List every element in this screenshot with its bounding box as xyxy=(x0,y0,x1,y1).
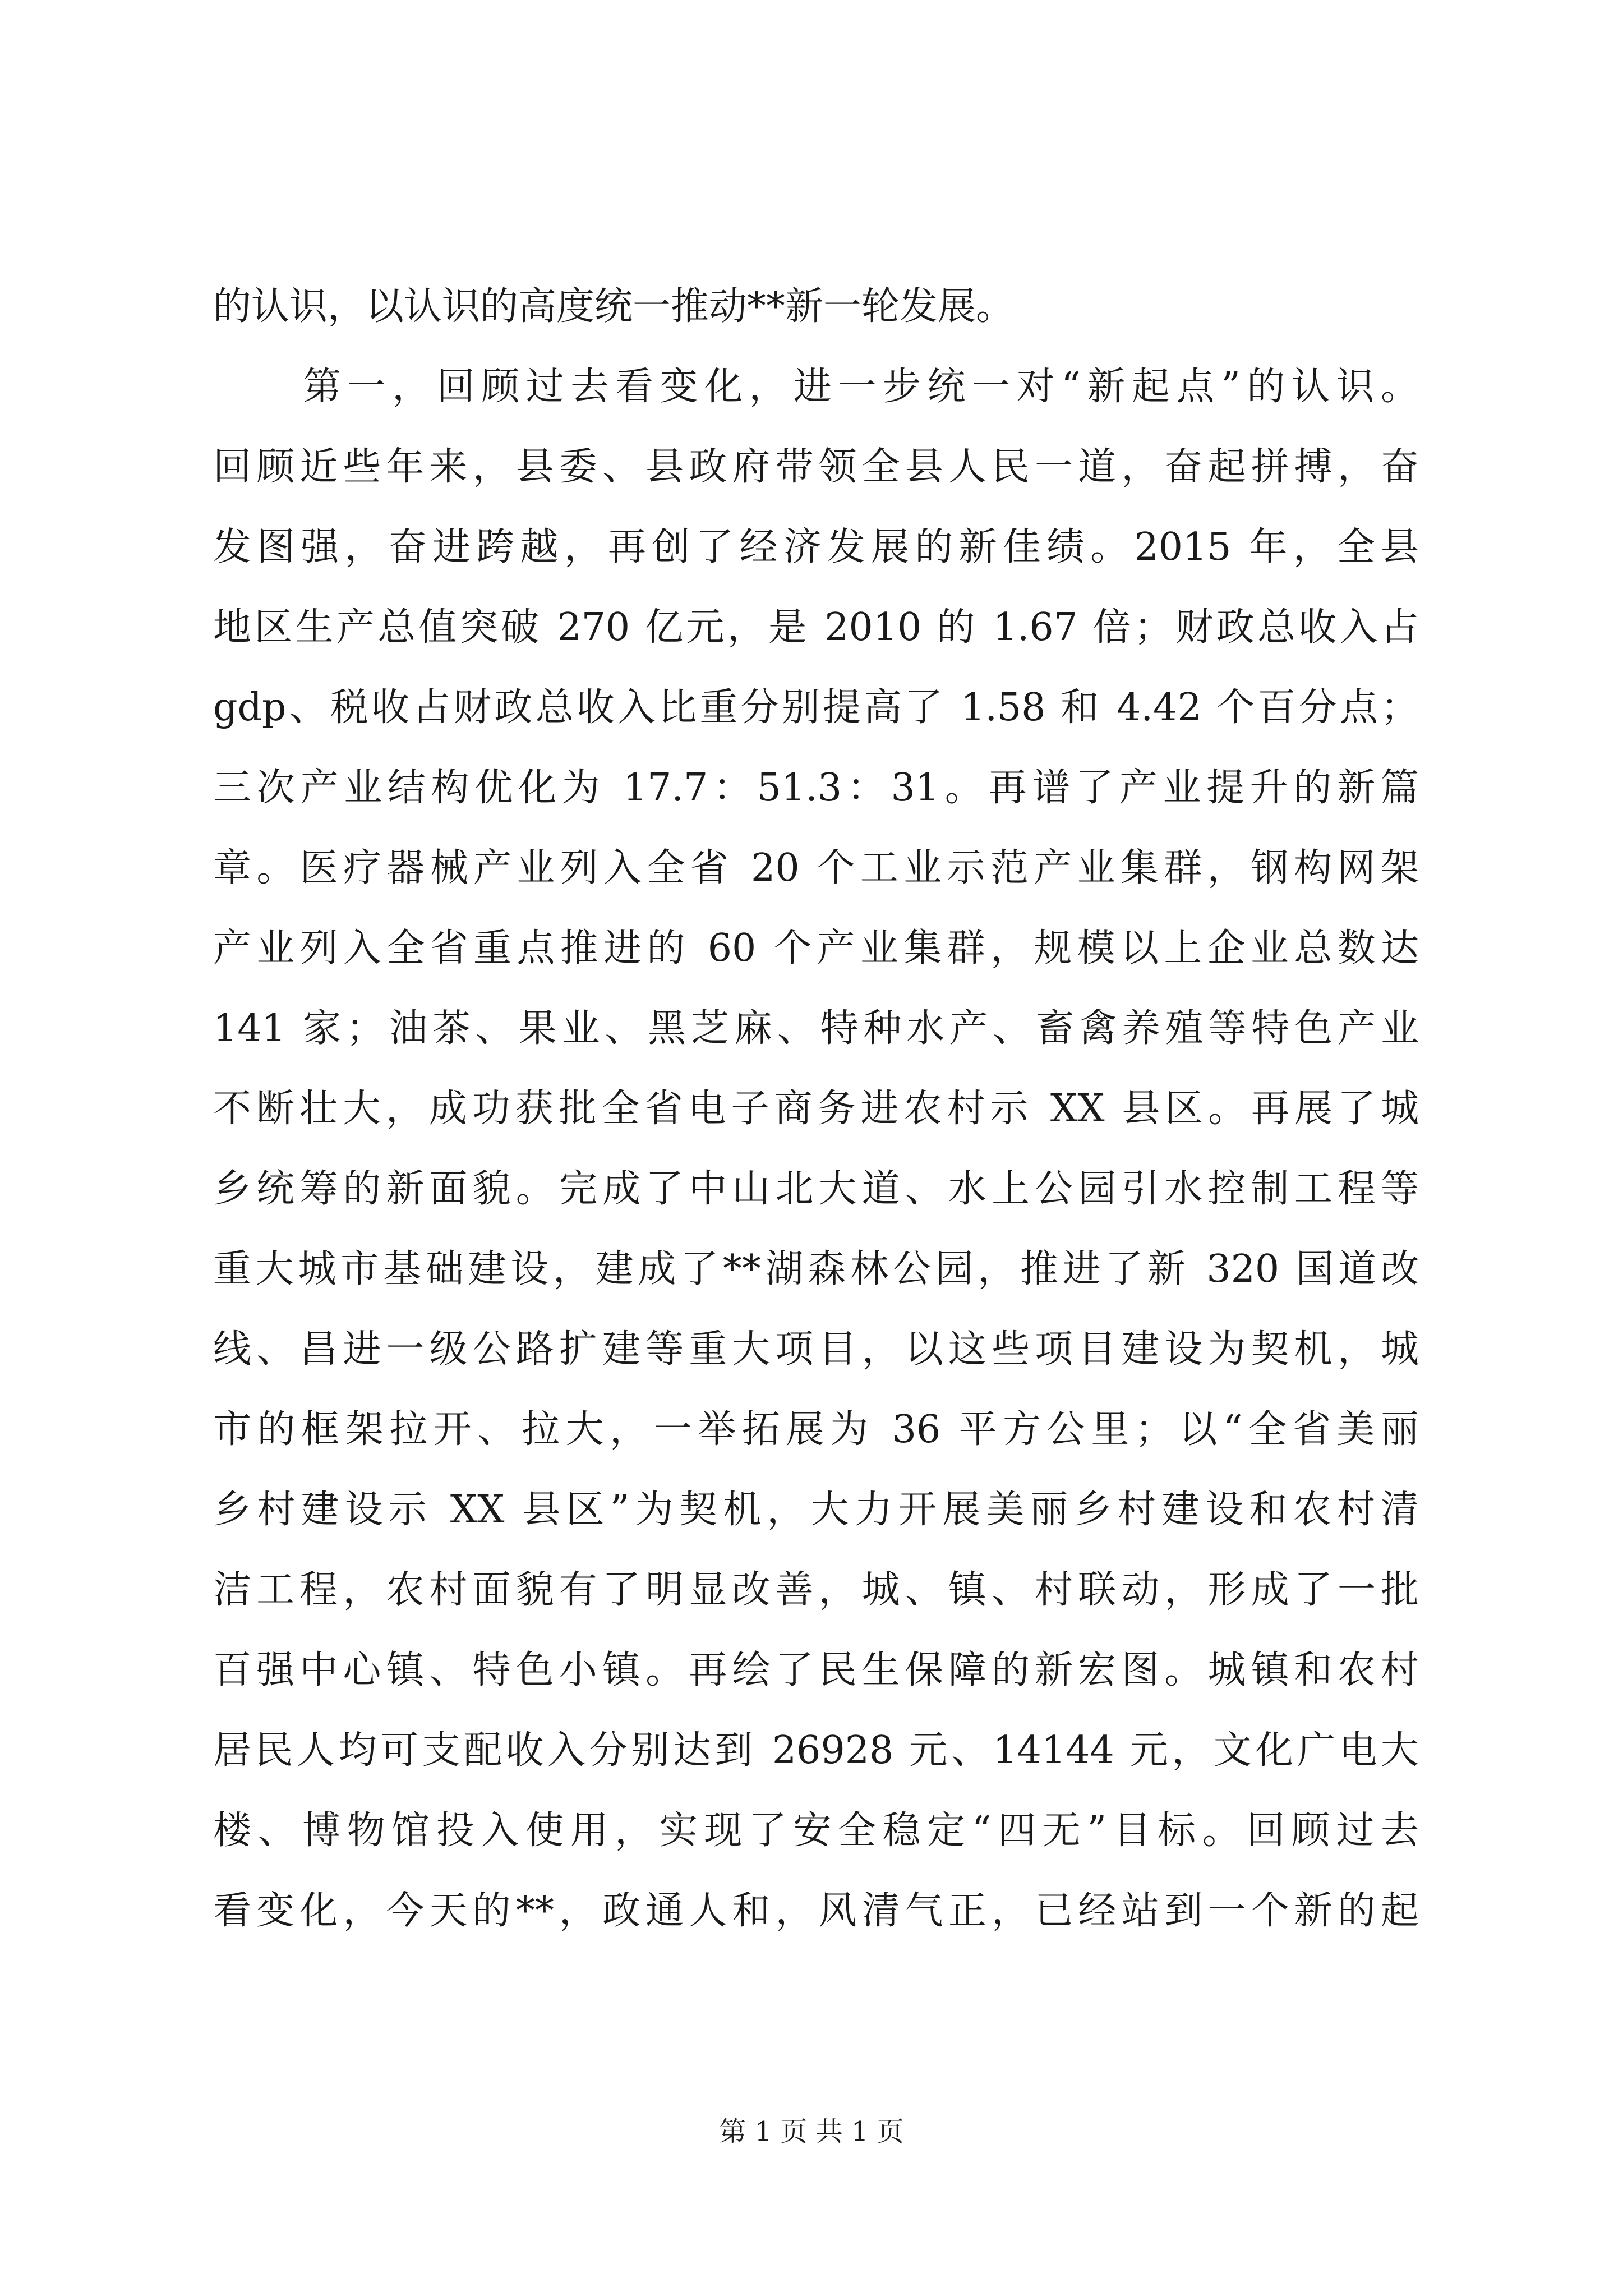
paragraph-line: 章。医疗器械产业列入全省 20 个工业示范产业集群，钢构网架 xyxy=(213,846,1419,890)
paragraph-line: 三次产业结构优化为 17.7：51.3：31。再谱了产业提升的新篇 xyxy=(213,766,1419,810)
paragraph-line: 发图强，奋进跨越，再创了经济发展的新佳绩。2015 年，全县 xyxy=(213,525,1419,569)
paragraph-line: 百强中心镇、特色小镇。再绘了民生保障的新宏图。城镇和农村 xyxy=(213,1648,1419,1692)
paragraph-line: 洁工程，农村面貌有了明显改善，城、镇、村联动，形成了一批 xyxy=(213,1568,1419,1612)
paragraph-line: 不断壮大，成功获批全省电子商务进农村示 XX 县区。再展了城 xyxy=(213,1087,1419,1131)
paragraph-line: 居民人均可支配收入分别达到 26928 元、14144 元，文化广电大 xyxy=(213,1728,1419,1773)
paragraph-line: 乡统筹的新面貌。完成了中山北大道、水上公园引水控制工程等 xyxy=(213,1167,1419,1211)
page-footer xyxy=(0,2109,1623,2154)
paragraph-line: 市的框架拉开、拉大，一举拓展为 36 平方公里；以“全省美丽 xyxy=(213,1407,1419,1452)
paragraph-line: 的认识，以认识的高度统一推动**新一轮发展。 xyxy=(213,284,1015,329)
paragraph-line: 看变化，今天的**，政通人和，风清气正，已经站到一个新的起 xyxy=(213,1889,1419,1933)
paragraph-line: 楼、博物馆投入使用，实现了安全稳定“四无”目标。回顾过去 xyxy=(213,1809,1419,1853)
paragraph-line: 重大城市基础建设，建成了**湖森林公园，推进了新 320 国道改 xyxy=(213,1247,1419,1291)
paragraph-line: 回顾近些年来，县委、县政府带领全县人民一道，奋起拼搏，奋 xyxy=(213,445,1419,489)
document-body xyxy=(213,266,1419,1951)
paragraph-line: 地区生产总值突破 270 亿元，是 2010 的 1.67 倍；财政总收入占 xyxy=(213,605,1419,650)
paragraph-line: 141 家；油茶、果业、黑芝麻、特种水产、畜禽养殖等特色产业 xyxy=(213,1006,1419,1051)
paragraph-line: 乡村建设示 XX 县区”为契机，大力开展美丽乡村建设和农村清 xyxy=(213,1488,1419,1532)
page-number: 第 1 页 共 1 页 xyxy=(719,2116,904,2147)
paragraph-line: 线、昌进一级公路扩建等重大项目，以这些项目建设为契机，城 xyxy=(213,1327,1419,1372)
paragraph-line: 产业列入全省重点推进的 60 个产业集群，规模以上企业总数达 xyxy=(213,926,1419,970)
paragraph-line: 第一，回顾过去看变化，进一步统一对“新起点”的认识。 xyxy=(303,365,1419,409)
paragraph-line: gdp、税收占财政总收入比重分别提高了 1.58 和 4.42 个百分点； xyxy=(213,685,1419,730)
